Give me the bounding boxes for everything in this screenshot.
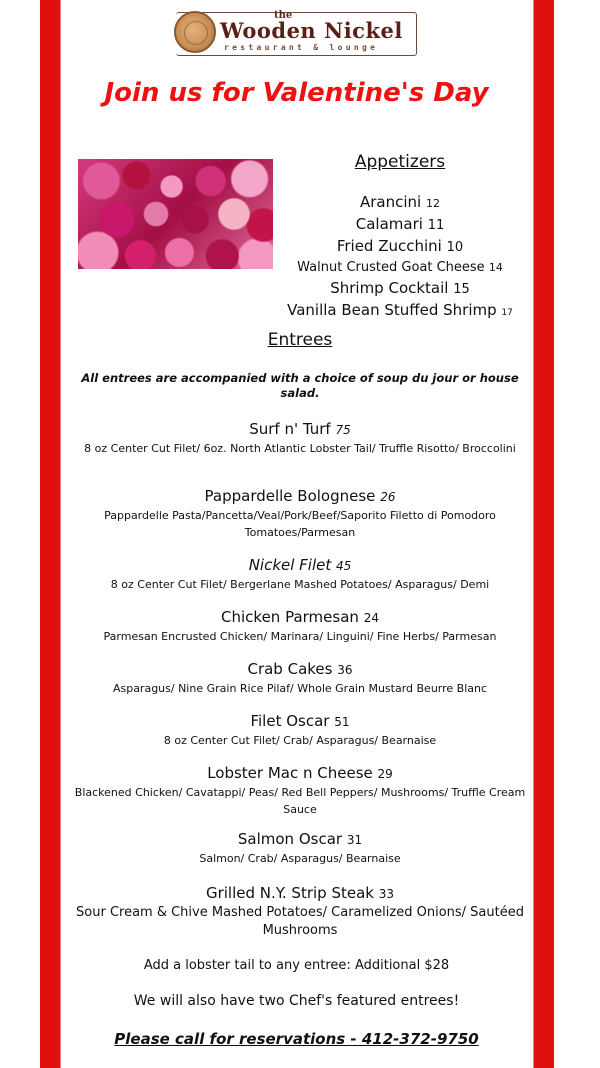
appetizer-item: Calamari 11 xyxy=(355,215,445,233)
entree-name: Nickel Filet xyxy=(248,556,332,574)
chef-features-note: We will also have two Chef's featured entrees! xyxy=(133,993,460,1009)
entree-item xyxy=(70,420,530,457)
reservations-callout: Please call for reservations - 412-372-9750 xyxy=(114,1030,479,1048)
entree-price: 31 xyxy=(346,833,363,847)
entree-name: Crab Cakes xyxy=(247,660,333,678)
entree-item xyxy=(70,764,530,818)
nickel-coin-icon xyxy=(174,11,216,53)
restaurant-logo xyxy=(176,12,417,56)
entree-desc: 8 oz Center Cut Filet/ Crab/ Asparagus/ Bearnaise xyxy=(163,734,437,747)
roses-image xyxy=(78,159,273,269)
entree-price: 24 xyxy=(363,611,379,625)
entree-price: 75 xyxy=(335,423,351,437)
entree-item xyxy=(70,556,530,593)
entree-name: Surf n' Turf xyxy=(249,420,331,438)
left-red-border xyxy=(40,0,61,1068)
entree-desc: 8 oz Center Cut Filet/ Bergerlane Mashed Potatoes/ Asparagus/ Demi xyxy=(110,578,490,591)
lobster-addon-note: Add a lobster tail to any entree: Additional $28 xyxy=(143,958,450,973)
entree-desc: Blackened Chicken/ Cavatappi/ Peas/ Red Bell Peppers/ Mushrooms/ Truffle Cream Sauce xyxy=(74,786,526,816)
entree-name: Chicken Parmesan xyxy=(221,608,359,626)
appetizer-item: Vanilla Bean Stuffed Shrimp 17 xyxy=(287,301,513,319)
entree-price: 45 xyxy=(336,559,352,573)
right-red-border xyxy=(533,0,554,1068)
logo-subtitle: restaurant & lounge xyxy=(224,43,379,52)
entree-desc: Sour Cream & Chive Mashed Potatoes/ Caramelized Onions/ Sautéed Mushrooms xyxy=(76,905,524,938)
logo-the: the xyxy=(274,10,293,21)
entree-name: Filet Oscar xyxy=(250,712,330,730)
entree-price: 29 xyxy=(377,767,393,781)
entree-name: Lobster Mac n Cheese xyxy=(207,764,373,782)
entree-name: Pappardelle Bolognese xyxy=(204,487,376,505)
entree-price: 26 xyxy=(380,490,396,504)
entree-price: 51 xyxy=(334,715,350,729)
entree-price: 36 xyxy=(337,663,353,677)
entree-name: Grilled N.Y. Strip Steak xyxy=(205,884,374,902)
entree-desc: Salmon/ Crab/ Asparagus/ Bearnaise xyxy=(199,852,401,865)
logo-name: Wooden Nickel xyxy=(220,18,403,43)
entree-desc: Parmesan Encrusted Chicken/ Marinara/ Linguini/ Fine Herbs/ Parmesan xyxy=(103,630,497,643)
entree-desc: 8 oz Center Cut Filet/ 6oz. North Atlantic Lobster Tail/ Truffle Risotto/ Broccolini xyxy=(84,442,516,455)
entree-item xyxy=(70,608,530,645)
entree-item xyxy=(70,884,530,940)
appetizers-list xyxy=(280,192,520,323)
appetizer-item: Shrimp Cocktail 15 xyxy=(330,279,470,297)
entree-name: Salmon Oscar xyxy=(237,830,343,848)
page-title: Join us for Valentine's Day xyxy=(104,78,489,108)
entree-desc: Asparagus/ Nine Grain Rice Pilaf/ Whole Grain Mustard Beurre Blanc xyxy=(112,682,488,695)
entree-desc: Pappardelle Pasta/Pancetta/Veal/Pork/Beef/Saporito Filetto di Pomodoro Tomatoes/Parmesan xyxy=(104,509,496,539)
appetizer-item: Fried Zucchini 10 xyxy=(336,237,464,255)
entree-price: 33 xyxy=(378,887,395,901)
appetizer-item: Walnut Crusted Goat Cheese 14 xyxy=(297,260,503,275)
entree-item xyxy=(70,712,530,749)
entrees-note: All entrees are accompanied with a choice of soup du jour or house salad. xyxy=(81,371,519,400)
appetizers-heading: Appetizers xyxy=(354,152,446,172)
entree-item xyxy=(70,660,530,697)
appetizer-item: Arancini 12 xyxy=(360,193,440,211)
entrees-heading: Entrees xyxy=(267,330,333,350)
entree-item xyxy=(70,830,530,867)
entree-item xyxy=(70,487,530,541)
